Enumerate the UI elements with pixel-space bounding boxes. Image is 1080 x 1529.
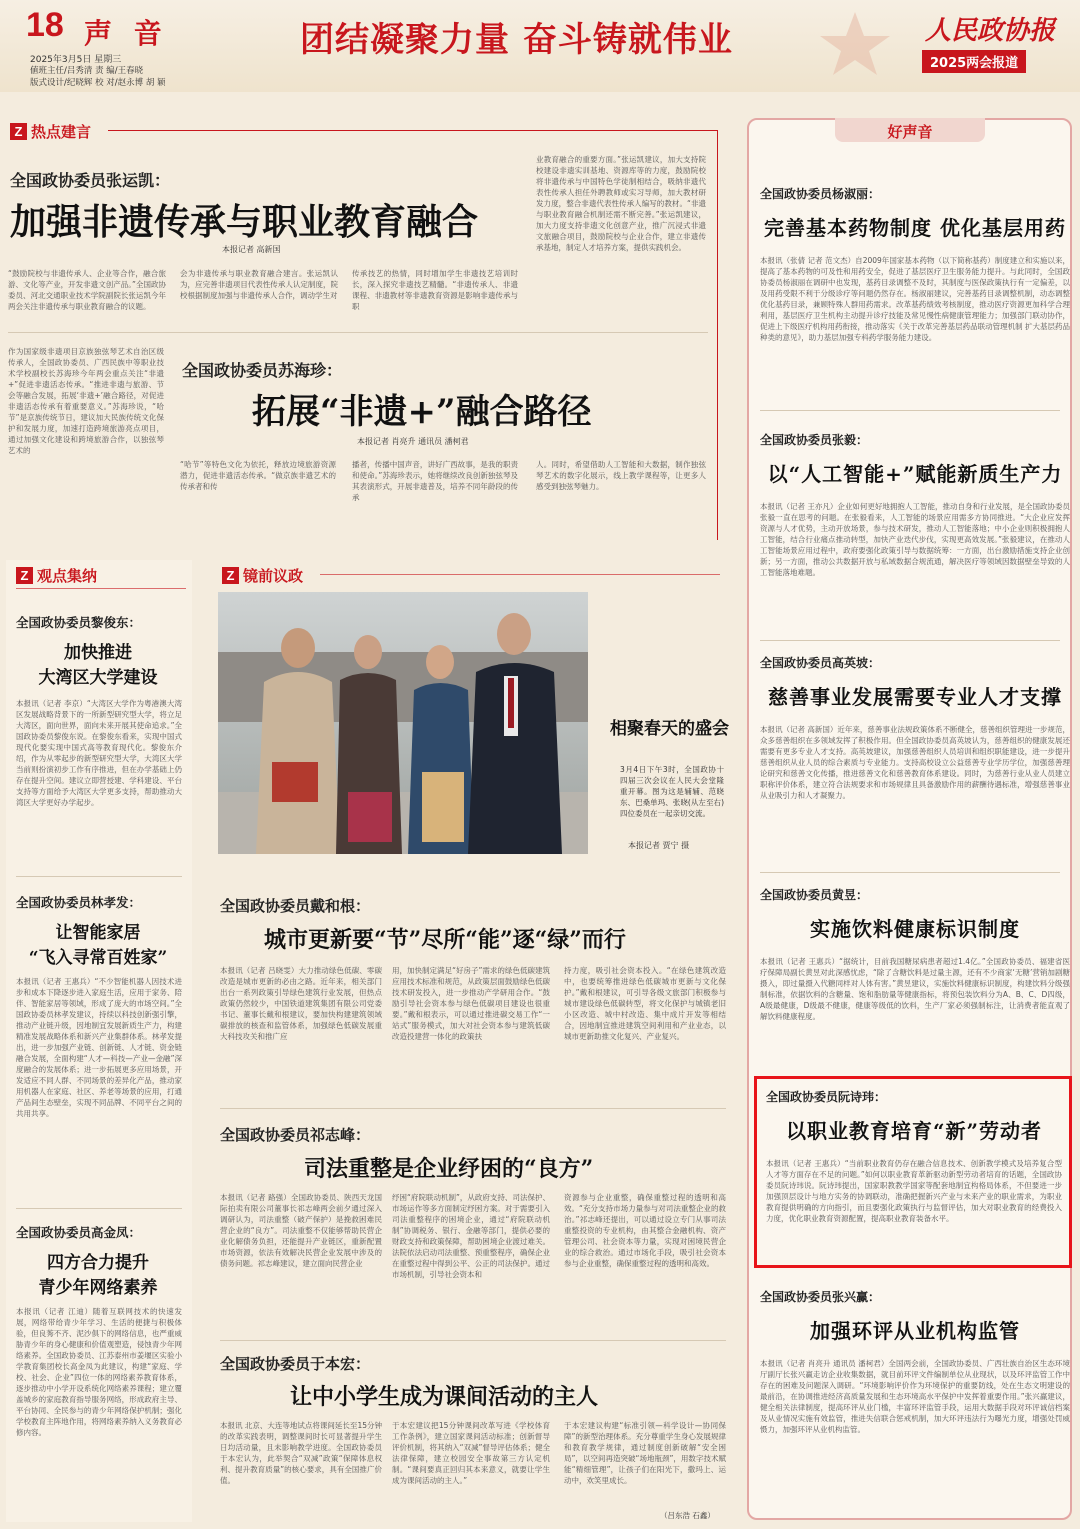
page-name: 声 音 <box>84 17 168 50</box>
gv-1-kicker: 全国政协委员杨淑丽： <box>760 187 881 201</box>
view-3-title-1: 四方合力提升 <box>47 1253 149 1273</box>
center-sep-2 <box>220 1340 726 1341</box>
gv-card-6 <box>760 1288 1070 1508</box>
center-3-col-3: 于本宏建议构建“标准引领—科学设计—协同保障”的新型治理体系。充分尊重学生身心发展规律和教育教学规律，通过制度创新破解“安全困局”，以空间再造突破“场地瓶颈”，用数字技术赋能“精细管理”，让孩子们在阳光下，撒玛上、运动中，欢笑里成长。 <box>564 1421 726 1485</box>
report-badge: 2025两会报道 <box>922 50 1026 73</box>
view-1-title-2: 大湾区大学建设 <box>38 668 158 688</box>
view-2-title-1: 让智能家居 <box>55 923 141 943</box>
center-3-credit: （吕东浩 石鑫） <box>660 1511 715 1520</box>
photo-credit: 本报记者 贾宁 摄 <box>628 841 690 850</box>
gv-3-kicker: 全国政协委员高英坡： <box>760 656 881 670</box>
a1-col-3: 传承技艺的热情，同时增加学生非遗技艺培训时长，深入探究非遗技艺精髓。“非遗传承人、非遗课程、非遗教材等非遗教育资源是影响非遗传承与职 <box>352 269 518 311</box>
a2-byline: 本报记者 肖亮升 通讯员 潘柯君 <box>357 437 469 446</box>
gv-sep-2 <box>760 640 1060 641</box>
hot-divider <box>108 130 718 131</box>
section-hot-title: 热点建言 <box>31 123 92 141</box>
gv-card-4 <box>760 886 1070 1066</box>
center-sep-1 <box>220 1108 726 1109</box>
section-z-mark: Z <box>10 123 27 140</box>
gv-6-title: 加强环评从业机构监管 <box>810 1319 1020 1343</box>
gv-3-body: 本报讯（记者 高新国）近年来，慈善事业法规政策体系不断健全，慈善组织管理进一步规范，众多慈善组织在多领域发挥了积极作用。但全国政协委员高英坡认为，慈善组织的健康发展还需要有更多专业人才支持。高英坡建议，加强慈善组织人员培训和组织职能建设，进一步提升慈善组织从业人员的综合素质与专业能力。支持高校设立公益慈善专业学历学位，加强慈善理论研究和慈善文化传播，推进慈善文化和慈善教育体系建设。同时，为慈善行业从业人员建立职称评价体系，建立符合法规要求和市场规律且具备激励作用的薪酬待遇标准，增强慈善事业从业吸引力和人才凝聚力。 <box>760 725 1070 800</box>
gv-6-body: 本报讯（记者 肖亮升 通讯员 潘柯君）全国两会前，全国政协委员、广西壮族自治区生态环境厅副厅长张兴赢走访企业收集数据，就目前环评文件编制单位从业现状，以及环评监管工作中存在的困难及问题深入调研。“环境影响评价作为环境保护的重要防线，处在生态文明建设的最前沿，在协调推进经济高质量发展和生态环境高水平保护中发挥着重要作用。”张兴赢建议，健全相关法律制度，提高环评从业门槛，丰富环评监管手段，运用大数据手段对环评诚信档案及从业情况实施有效监管，推进失信联合惩戒机制，加大环评违法行为曝光力度，增强处罚威慑力，加强环评从业机构监管。 <box>760 1359 1070 1434</box>
gv-card-1 <box>760 185 1070 399</box>
gv-5-body: 本报讯（记者 王惠兵）“当前职业教育仍存在融合信息技术、创新教学模式及培养复合型人才等方面存在不足的问题。”如何以职业教育革新驱动新型劳动者培育的话题，全国政协委员阮诗玮说。阮诗玮提出，国家职教教学国家等配套地制宜构格局体系，不但要进一步加强顶层设计与地方实务的协调联动，准确把握新兴产业与未来产业的职业需求，为职业教育提供明确的方向指引，而且要强化政策执行与监督评估，加大对职业教育的经费投入力度，优化职业教育资源配置，提高职业教育装备水平。 <box>766 1159 1062 1223</box>
view-3-body: 本报讯（记者 江迪）随着互联网技术的快速发展，网络带给青少年学习、生活的便捷与积极体验，但良莠不齐、泥沙俱下的网络信息，也严重威胁青少年的身心健康和价值观塑造，侵蚀青少年网络素养。全国政协委员、江苏泰州市姜堰区实验小学教育集团校长高金凤为此建议，构建“家庭、学校、社会、企业”四位一体的网络素养教育体系，逐步推动中小学开设系统化网络素养课程；建立覆盖城乡的家庭教育指导服务网络，形成政府主导、平台协同、全民参与的青少年网络保护机制；强化学校教育主阵地作用，将网络素养纳入义务教育必修内容。 <box>16 1307 182 1437</box>
gv-2-title: 以“人工智能+”赋能新质生产力 <box>767 462 1063 486</box>
view-3-title-2: 青少年网络素养 <box>38 1278 158 1298</box>
gv-sep-1 <box>760 410 1060 411</box>
a2-col-1: “哈节”等特色文化为依托，释放边境旅游资源潜力，促进非遗活态传承。“做京族非遗艺术的传承者和传 <box>180 460 336 491</box>
view-1-body: 本报讯（记者 李京）“大湾区大学作为粤港澳大湾区发展战略背景下的一所新型研究型大学，将立足大湾区，面向世界，面向未来开展其使命追求。”全国政协委员黎俊东说。在黎俊东看来，实现中国式现代化要实现中国式高等教育现代化。黎俊东介绍，作为从零起步的新型研究型大学，大湾区大学当前则扮演初步工作有序推进，但在办学基础上仍存在提升空间。建议立即营授建、学科建设、平台支持等方面给予大湾区大学更多支持，帮助推动大湾区大学更好办学起步。 <box>16 699 182 807</box>
center-2-kicker: 全国政协委员祁志峰： <box>220 1126 371 1144</box>
gv-2-body: 本报讯（记者 王亦凡）企业如何更好地拥抱人工智能，推动自身和行业发展，是全国政协委员张毅一直在思考的问题。在张毅看来，人工智能的场景应用需多方协同推进。“大企业应发挥资源与人才优势，主动开放场景，参与技术研发，推动人工智能落地；中小企业则积极拥抱人工智能，结合行业痛点推动转型，加快产业迭代步伐，实现更高效发展。”张毅建议，在推动人工智能场景应用过程中，政府要强化政策引导与数据统筹：一方面，出台激励措施支持企业创新；另一方面，推动公共数据开放与私域数据合规流通，解决医疗等领域因数据壁垒导致的人工智能落地难题。 <box>760 502 1070 577</box>
center-3-title: 让中小学生成为课间活动的主人 <box>290 1384 599 1410</box>
editors-line-2: 版式设计/纪晓辉 校 对/赵永博 胡 颖 <box>30 78 166 88</box>
center-2-title: 司法重整是企业纾困的“良方” <box>304 1156 594 1182</box>
center-1-col-2: 用，加快制定满足“好房子”需求的绿色低碳建筑应用技术标准和规范，从政策层面鼓励绿色低碳技术研发投入，进一步推动产学研用合作。“鼓励引导社会资本参与绿色低碳项目建设也很重要。”戴和根表示，可以通过推进碳交易工作“一站式”服务模式，加大对社会资本参与建筑低碳改造投建营一体化的政策扶 <box>392 966 550 1041</box>
view-3-kicker: 全国政协委员高金凤： <box>16 1225 142 1240</box>
center-1-col-1: 本报讯（记者 吕晓雯）大力推动绿色低碳、零碳改造是城市更新的必由之路。近年来，相关部门出台一系列政策引导绿色建筑行业发展，但热点政策仍然较少，中国铁道建筑集团有限公司党委书记、董事长戴和根建议，要加快构建建筑领域碳排放的核查和监管体系，加强绿色低碳发展重大科技攻关和推广应 <box>220 966 382 1041</box>
a2-left-col: 作为国家级非遗项目京族独弦琴艺术自治区级传承人，全国政协委员、广西民族中等职业技术学校副校长苏海珍今年两会重点关注“非遗+”促进非遗活态传承。“推进非遗与旅游、节会等融合发展，拓展‘非遗+’融合路径，对促进非遗活态传承有着重要意义。”苏海珍说，“哈节”是京族传统节日，建议加大民族传统文化保护和发展力度，加速打造跨境旅游亮点项目，通过加强文化建设和跨境旅游合作，以独弦琴艺术的 <box>8 347 164 455</box>
hot-right-rule <box>717 130 718 540</box>
a2-title: 拓展“非遗+”融合路径 <box>252 392 592 432</box>
gv-6-kicker: 全国政协委员张兴赢： <box>760 1290 881 1304</box>
a2-col-2: 播者，传播中国声音，讲好广西故事，是我的职责和使命。”苏海珍表示，她将继续改良创新独弦琴及其表演形式，开展非遗普及，培养不同年龄段的传承 <box>352 460 518 502</box>
center-1-col-3: 持力度，吸引社会资本投入。“在绿色建筑改造中，也要统筹推进绿色低碳城市更新与文化保护。”戴和根建议，可引导各级文旅部门积极参与城市建设绿色低碳转型，将文化保护与城镇老旧小区改造、城中村改造、集中成片开发等相结合，因地制宜推进建筑空间利用和产业业态，以城市更新助推文化复兴、产业复兴。 <box>564 966 726 1041</box>
a1-col-1: “鼓励院校与非遗传承人、企业等合作，融合旅游、文化等产业，开发非遗文创产品。”全国政协委员、河北交通职业技术学院副院长张运凯今年两会关注非遗传承与职业教育融合的议题。 <box>8 269 166 311</box>
slogan: 团结凝聚力量 奋斗铸就伟业 <box>300 20 733 60</box>
hot-mid-rule <box>8 332 708 333</box>
gv-3-title: 慈善事业发展需要专业人才支撑 <box>768 685 1062 709</box>
view-2-title-2: “飞入寻常百姓家” <box>28 948 168 968</box>
center-2-col-2: 纾困“府院联动机制”，从政府支持、司法保护、市场运作等多方面制定纾困方案。对于需要引入司法重整程序的困境企业，通过“府院联动机制”协调税务、银行、金融等部门，提供必要的财政支持和政策保障，帮助困境企业渡过难关。法院依法启动司法重整、预重整程序，确保企业在重整过程中得到公平、公正的司法保护。通过市场机制，引导社会资本和 <box>392 1193 550 1279</box>
gv-4-kicker: 全国政协委员黄昱： <box>760 888 869 902</box>
good-voice-title: 好声音 <box>887 123 933 141</box>
center-1-title: 城市更新要“节”尽所“能”逐“绿”而行 <box>264 927 626 953</box>
center-2-col-3: 资源参与企业重整，确保重整过程的透明和高效。“充分支持市场力量参与对司法重整企业的救治。”祁志峰还提出，可以通过设立专门从事司法重整投资的专业机构，由其整合金融机构、资产管理公司、社会资本等力量，实现对困境民营企业的综合救治。通过市场化手段，吸引社会资本参与企业重整，确保重整过程的透明和高效。 <box>564 1193 726 1268</box>
view-2-body: 本报讯（记者 王惠兵）“不少智能机器人因技术进步和成本下降逐步进入家庭生活，应用于家务、陪伴、智能家居等领域，形成了庞大的市场空间。”全国政协委员林孝发建议，持续以科技创新强引擎，推动产业链升级，因地制宜发展新质生产力，构建精准发展战略体系和新兴产业集群体系。林孝发提出，进一步加强产业链、创新链、人才链、资金链融合发展，全面构建“人才—科技—产业—金融”深度融合的发展体系；进一步拓展更多应用场景，开发适应不同人群、不同场景的差异化产品，推动家用机器人在家庭、社区、养老等场景的应用，打通产品间生态壁垒，实现不同品牌、不同平台之间的共用共享。 <box>16 977 182 1118</box>
gv-card-5 <box>766 1088 1062 1268</box>
section-hot <box>10 121 91 142</box>
center-3-col-2: 于本宏建议把15分钟课间改革写进《学校体育工作条例》，建立国家课间活动标准；创新督导评价机制，将其纳入“双减”督导评估体系；健全法律保障，建立校园安全事故第三方认定机制。“课间要真正回归其本来意义，就要让学生成为课间活动的主人。” <box>392 1421 550 1485</box>
issue-date: 2025年3月5日 星期三 <box>30 55 122 65</box>
lens-divider <box>320 574 720 575</box>
gv-4-body: 本报讯（记者 王惠兵）“据统计，目前我国糖尿病患者超过1.4亿。”全国政协委员、福建省医疗保障局副长黄昱对此深感忧虑，“除了含糖饮料是过量主源，还有不少商家‘无糖’营销加剧糖摄入，即过量摄入代糖同样对人体有害。”黄昱建议，实施饮料健康标识制度，构建饮料分级强制标准，依据饮料的含糖量、饱和脂肪量等健康指标，将预包装饮料分为A、B、C、D四级，A级最健康，D级最不健康，健康等级低的饮料，生产厂家必须强制标注，让消费者能直观了解饮料健康程度。 <box>760 957 1070 1021</box>
view-sep-2 <box>16 1208 182 1209</box>
views-divider <box>16 588 186 589</box>
photo-caption: 3月4日下午3时，全国政协十四届三次会议在人民大会堂隆重开幕。图为这是辅辅、范晓东、巴桑单玛、张晓(从左至右)四位委员在一起亲切交流。 <box>620 765 724 818</box>
section-views-title: 观点集纳 <box>37 567 98 585</box>
a1-col-2: 会为非遗传承与职业教育融合建言。张运凯认为，应完善非遗项目代表性传承人认定制度，院校根据制度加强与非遗传承人合作，调动学生对 <box>180 269 338 300</box>
view-1-title-1: 加快推进 <box>64 643 132 663</box>
view-sep-1 <box>16 876 182 877</box>
gv-5-title: 以职业教育培育“新”劳动者 <box>785 1119 1042 1143</box>
gv-5-kicker: 全国政协委员阮诗玮： <box>766 1090 887 1104</box>
gv-1-body: 本报讯（张倩 记者 范文杰）自2009年国家基本药物（以下简称基药）制度建立和实施以来，提高了基本药物的可及性和用药安全，促进了基层医疗卫生服务能力提升。与此同时，全国政协委员杨淑丽在调研中也发现，基药目录调整不及时，其制度与医保政策执行有一定偏差，以及用药受限不利于分级诊疗等问题仍然存在。杨淑丽建议，完善基药目录调整机制，动态调整优化基药目录，兼顾特殊人群用药需求。改革基药绩效考核制度，推动医疗资源更加科学合理利用，基层医疗卫生机构主动提升诊疗技能及常见慢性病健康管理能力；加强部门联动协作，促进上下级医疗机构用药衔接，推动落实《关于改革完善基层药品联动管理机制 扩大基层药品种类的意见》，助力基层加强专科药学服务能力建设。 <box>760 256 1070 342</box>
a1-title: 加强非遗传承与职业教育融合 <box>10 201 479 243</box>
view-2-kicker: 全国政协委员林孝发： <box>16 895 142 910</box>
gv-card-2 <box>760 431 1070 633</box>
section-views <box>16 565 97 586</box>
gv-4-title: 实施饮料健康标识制度 <box>810 917 1020 941</box>
view-1-kicker: 全国政协委员黎俊东： <box>16 615 142 630</box>
page-number: 18 <box>26 6 64 44</box>
center-3-kicker: 全国政协委员于本宏： <box>220 1355 371 1373</box>
center-3-col-1: 本报讯 北京、大连等地试点将课间延长至15分钟的改革实践表明，调整课间时长可显著提升学生日均活动量，且未影响教学进度。全国政协委员于本宏认为，此举契合“双减”政策“保障体息权利、提升教育质量”的核心要求，具有全国推广价值。 <box>220 1421 382 1485</box>
a2-kicker: 全国政协委员苏海珍： <box>182 361 343 380</box>
masthead <box>0 0 1080 100</box>
gv-1-title: 完善基本药物制度 优化基层用药 <box>764 216 1066 240</box>
star-icon <box>815 8 895 78</box>
a2-col-3: 人。同时，希望借助人工智能和大数据，制作独弦琴艺术的数字化展示，线上教学课程等，让更多人感受到独弦琴魅力。 <box>536 460 706 491</box>
center-1-kicker: 全国政协委员戴和根： <box>220 897 371 915</box>
gv-sep-3 <box>760 872 1060 873</box>
gv-2-kicker: 全国政协委员张毅： <box>760 433 869 447</box>
a1-byline: 本报记者 高新国 <box>222 245 281 254</box>
a1-col-4: 业教育融合的重要方面。”张运凯建议，加大支持院校建设非遗实训基地、资源库等的力度，鼓励院校将非遗传承与中国特色学徒制相结合，吸纳非遗代表性传承人担任外聘教师或实习导师，加大教材研发力度，整合非遗代表性传承人编写的教材。“非遗与职业教育融合机制还需不断完善。”张运凯建议，加大力度支持非遗文化创意产业，推广沉浸式非遗文旅融合项目，鼓励院校与企业合作，建立非遗传承基地，制定人才培养方案，提供实践机会。 <box>536 155 706 252</box>
news-photo <box>218 592 588 854</box>
center-2-col-1: 本报讯（记者 路强）全国政协委员、陕西天龙国际拍卖有限公司董事长祁志峰两会前夕通过深入调研认为，司法重整（破产保护）是挽救困难民营企业的“良方”。司法重整不仅能够帮助民营企业化解债务负担，还能提升产业链区，重新配置市场资源，依法有效解决民营企业发展中涉及的债务问题。祁志峰建议，建立面向民营企业 <box>220 1193 382 1268</box>
section-z-mark: Z <box>16 567 33 584</box>
section-lens-title: 镜前议政 <box>243 567 304 585</box>
section-z-mark: Z <box>222 567 239 584</box>
paper-name: 人民政协报 <box>925 16 1056 46</box>
photo-title: 相聚春天的盛会 <box>610 719 729 739</box>
section-lens <box>222 565 303 586</box>
a1-kicker: 全国政协委员张运凯： <box>10 171 171 190</box>
editors-line-1: 値班主任/吕秀清 责 编/王春晓 <box>30 66 144 76</box>
gv-card-3 <box>760 654 1070 868</box>
